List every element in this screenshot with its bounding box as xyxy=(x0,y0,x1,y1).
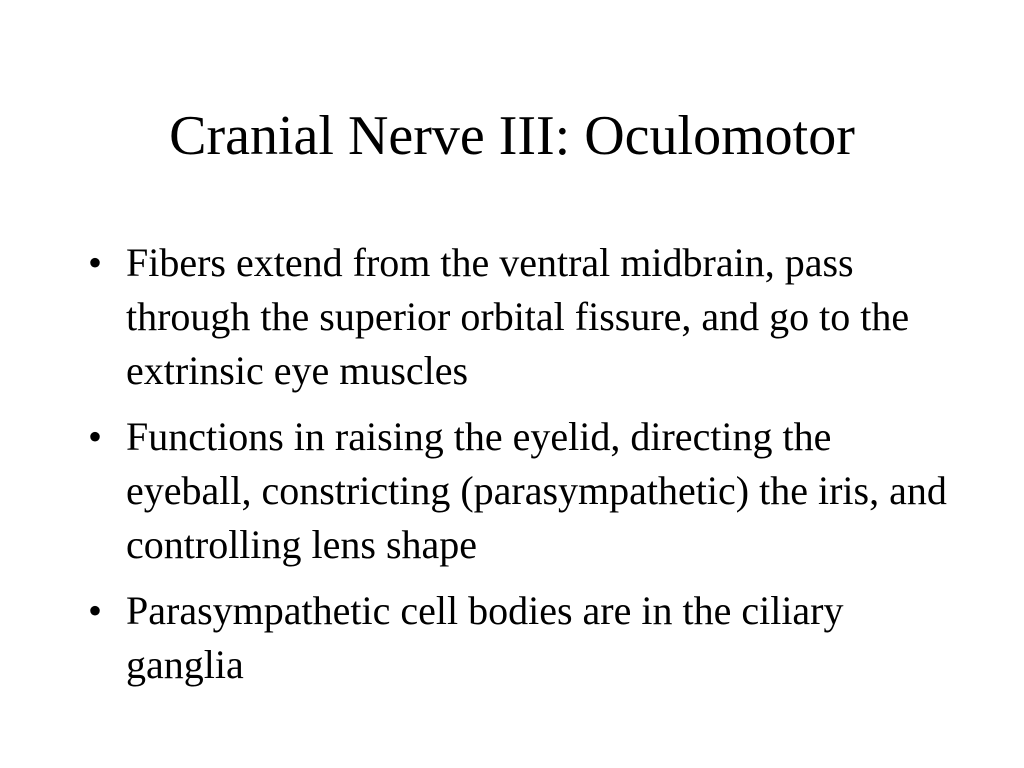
bullet-icon: • xyxy=(88,240,103,285)
bullet-icon: • xyxy=(88,414,103,459)
bullet-text: Functions in raising the eyelid, directing the eyeball, constricting (parasympathetic) the iris, and controlling lens shape xyxy=(126,414,947,567)
bullet-icon: • xyxy=(88,588,103,633)
slide-title: Cranial Nerve III: Oculomotor xyxy=(169,105,855,167)
bullet-item xyxy=(88,584,958,692)
bullet-item xyxy=(88,236,958,398)
bullet-text: Parasympathetic cell bodies are in the ciliary ganglia xyxy=(126,588,844,687)
bullet-item xyxy=(88,410,958,572)
bullet-text: Fibers extend from the ventral midbrain, pass through the superior orbital fissure, and go to the extrinsic eye muscles xyxy=(126,240,910,393)
bullet-list xyxy=(88,236,958,704)
